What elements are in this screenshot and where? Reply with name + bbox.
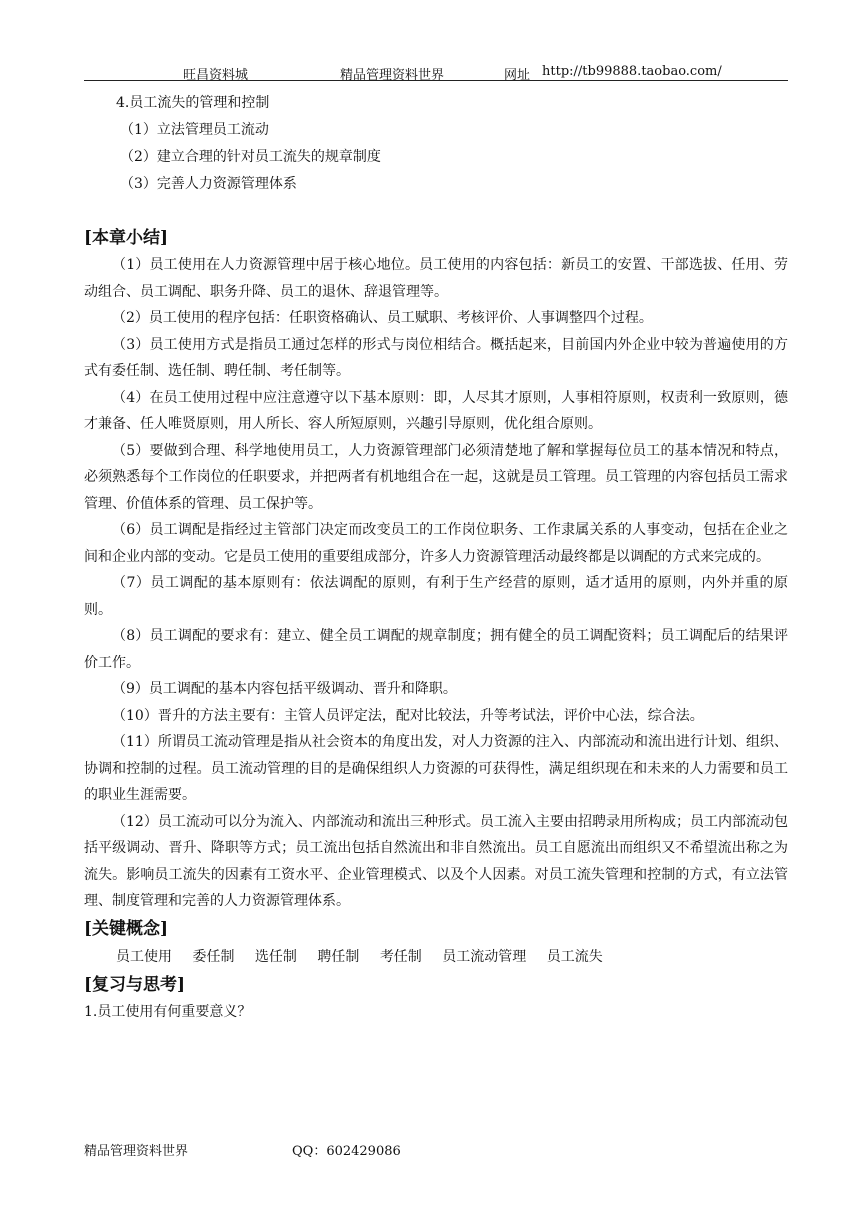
document-body [84, 90, 788, 1026]
key-concept-term: 考任制 [379, 948, 422, 965]
key-concepts-list [84, 943, 788, 971]
summary-paragraph-10: （10）晋升的方法主要有：主管人员评定法，配对比较法，升等考试法，评价中心法，综合法。 [112, 707, 704, 724]
summary-paragraph-8: （8）员工调配的要求有：建立、健全员工调配的规章制度；拥有健全的员工调配资料；员工调配后的结果评价工作。 [84, 628, 788, 671]
header-rule [84, 80, 788, 81]
summary-paragraph-7: （7）员工调配的基本原则有：依法调配的原则，有利于生产经营的原则，适才适用的原则，内外并重的原则。 [84, 575, 788, 618]
footer-site-name: 精品管理资料世界 [84, 1144, 189, 1159]
section-4-item-2: （2）建立合理的针对员工流失的规章制度 [120, 149, 381, 165]
summary-heading: [本章小结] [84, 228, 169, 248]
summary-paragraph-1: （1）员工使用在人力资源管理中居于核心地位。员工使用的内容包括：新员工的安置、干部选拔、任用、劳动组合、员工调配、职务升降、员工的退休、辞退管理等。 [84, 257, 788, 300]
summary-paragraph-12: （12）员工流动可以分为流入、内部流动和流出三种形式。员工流入主要由招聘录用所构成；员工内部流动包括平级调动、晋升、降职等方式；员工流出包括自然流出和非自然流出。员工自愿流出而组织又不希望流出称之为流失。影响员工流失的因素有工资水平、企业管理模式、以及个人因素。对员工流失管理和控制的方式，有立法管理、制度管理和完善的人力资源管理体系。 [84, 813, 788, 909]
section-4-item-3: （3）完善人力资源管理体系 [120, 176, 297, 192]
header-url-link[interactable]: http://tb99888.taobao.com/ [542, 64, 722, 79]
header-shop-name: 旺昌资料城 [183, 68, 249, 83]
summary-paragraph-6: （6）员工调配是指经过主管部门决定而改变员工的工作岗位职务、工作隶属关系的人事变动，包括在企业之间和企业内部的变动。它是员工使用的重要组成部分，许多人力资源管理活动最终都是以调配的方式来完成的。 [84, 522, 788, 565]
page-header [84, 60, 784, 83]
summary-paragraph-3: （3）员工使用方式是指员工通过怎样的形式与岗位相结合。概括起来，目前国内外企业中较为普遍使用的方式有委任制、选任制、聘任制、考任制等。 [84, 336, 788, 379]
header-site-name: 精品管理资料世界 [340, 68, 445, 83]
summary-paragraph-11: （11）所谓员工流动管理是指从社会资本的角度出发，对人力资源的注入、内部流动和流出进行计划、组织、协调和控制的过程。员工流动管理的目的是确保组织人力资源的可获得性，满足组织现在和未来的人力需要和员工的职业生涯需要。 [84, 734, 788, 803]
summary-paragraph-4: （4）在员工使用过程中应注意遵守以下基本原则：即，人尽其才原则，人事相符原则，权责利一致原则，德才兼备、任人唯贤原则，用人所长、容人所短原则，兴趣引导原则，优化组合原则。 [84, 389, 788, 432]
section-4-title: 4.员工流失的管理和控制 [116, 95, 270, 111]
header-url-label: 网址 [504, 68, 531, 83]
section-4-item-1: （1）立法管理员工流动 [120, 122, 269, 138]
footer-qq: QQ：602429086 [292, 1144, 401, 1159]
key-concept-term: 员工使用 [116, 948, 172, 965]
key-concept-term: 委任制 [192, 948, 235, 965]
summary-paragraph-2: （2）员工使用的程序包括：任职资格确认、员工赋职、考核评价、人事调整四个过程。 [112, 310, 653, 326]
review-question-1: 1.员工使用有何重要意义？ [84, 1003, 252, 1020]
key-concept-term: 员工流动管理 [442, 948, 527, 965]
key-concept-term: 员工流失 [546, 948, 603, 965]
key-concepts-heading: [关键概念] [84, 918, 169, 939]
review-heading: [复习与思考] [84, 974, 186, 995]
summary-paragraph-5: （5）要做到合理、科学地使用员工，人力资源管理部门必须清楚地了解和掌握每位员工的基本情况和特点，必须熟悉每个工作岗位的任职要求，并把两者有机地组合在一起，这就是员工管理。员工管理的内容包括员工需求管理、价值体系的管理、员工保护等。 [84, 442, 788, 512]
key-concept-term: 聘任制 [317, 948, 360, 965]
summary-paragraph-9: （9）员工调配的基本内容包括平级调动、晋升和降职。 [112, 681, 457, 697]
key-concept-term: 选任制 [254, 948, 297, 965]
